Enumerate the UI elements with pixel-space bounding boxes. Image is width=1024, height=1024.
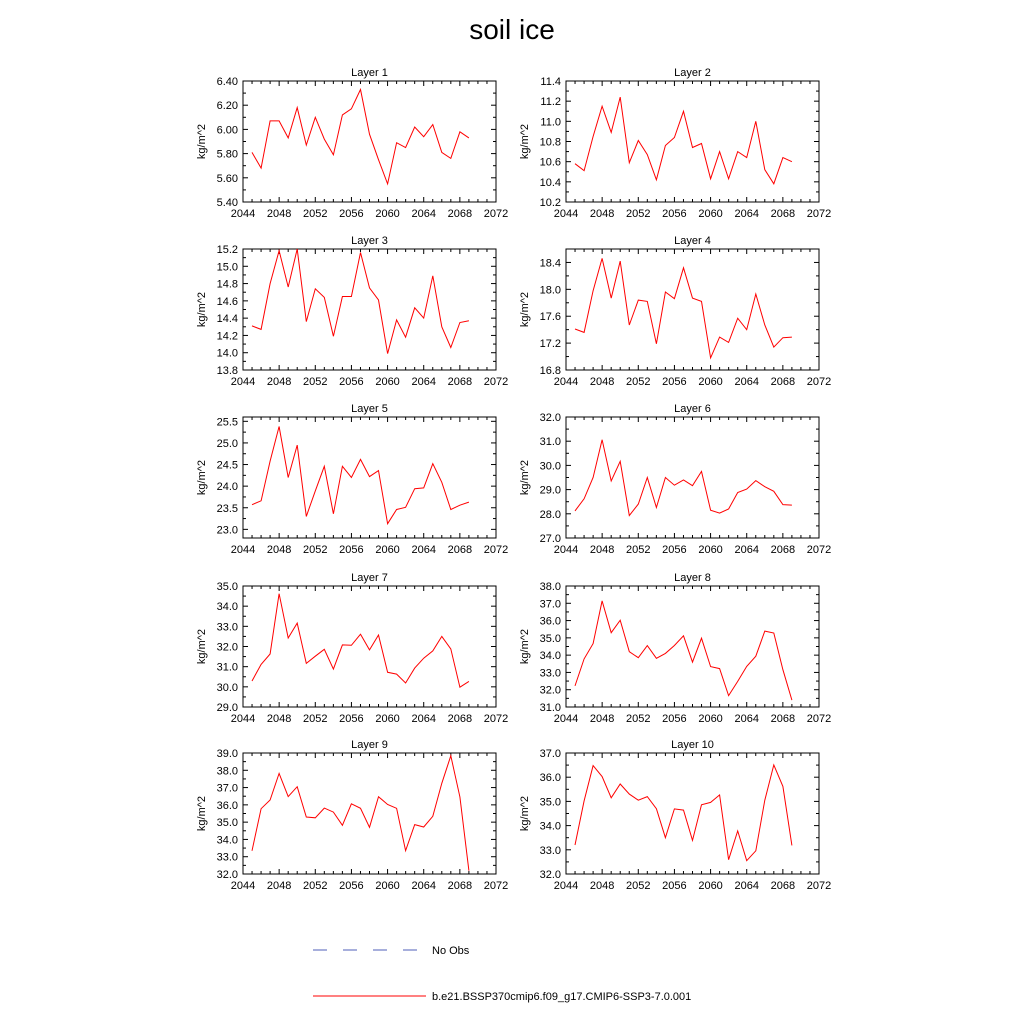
y-tick-label: 29.0 <box>216 702 238 714</box>
y-tick-label: 14.6 <box>216 295 238 308</box>
x-tick-label: 2056 <box>662 713 687 725</box>
x-tick-label: 2060 <box>698 376 723 388</box>
x-tick-label: 2052 <box>303 376 328 388</box>
y-tick-label: 35.0 <box>216 581 238 593</box>
y-tick-label: 36.0 <box>539 772 561 785</box>
y-axis-label: kg/m^2 <box>196 628 208 665</box>
y-axis-label: kg/m^2 <box>196 795 208 832</box>
x-tick-label: 2072 <box>806 208 832 220</box>
chart-panel-9 <box>196 739 508 892</box>
x-tick-label: 2056 <box>339 713 364 725</box>
x-tick-label: 2052 <box>626 880 651 892</box>
x-tick-label: 2056 <box>339 376 364 388</box>
x-tick-label: 2060 <box>375 880 400 892</box>
y-tick-label: 37.0 <box>216 782 238 795</box>
x-tick-label: 2068 <box>447 544 473 556</box>
y-tick-label: 14.8 <box>216 278 238 291</box>
panel-title: Layer 10 <box>671 739 714 751</box>
y-tick-label: 32.0 <box>539 684 561 697</box>
x-tick-label: 2060 <box>375 208 400 220</box>
x-tick-label: 2060 <box>375 544 400 556</box>
x-tick-label: 2048 <box>589 880 615 892</box>
panel-title: Layer 9 <box>351 739 388 751</box>
x-tick-label: 2048 <box>589 208 615 220</box>
y-tick-label: 17.2 <box>539 338 561 351</box>
y-tick-label: 15.0 <box>216 261 238 274</box>
y-tick-label: 10.6 <box>539 156 561 169</box>
x-tick-label: 2068 <box>447 208 473 220</box>
y-tick-label: 34.0 <box>216 601 238 614</box>
y-tick-label: 37.0 <box>539 748 561 760</box>
y-tick-label: 30.0 <box>216 681 238 694</box>
panel-title: Layer 3 <box>351 235 388 247</box>
x-tick-label: 2072 <box>483 713 509 725</box>
y-tick-label: 38.0 <box>539 581 561 593</box>
x-tick-label: 2068 <box>770 208 796 220</box>
x-tick-label: 2056 <box>662 376 687 388</box>
x-tick-label: 2064 <box>411 376 436 388</box>
x-tick-label: 2052 <box>626 376 651 388</box>
x-tick-label: 2044 <box>230 713 256 725</box>
x-tick-label: 2068 <box>447 880 473 892</box>
y-tick-label: 32.0 <box>539 869 561 881</box>
x-tick-label: 2044 <box>553 544 579 556</box>
chart-panel-5 <box>196 403 508 556</box>
y-tick-label: 5.40 <box>216 197 238 209</box>
y-tick-label: 35.0 <box>216 817 238 830</box>
y-tick-label: 31.0 <box>539 436 561 449</box>
x-tick-label: 2044 <box>553 376 579 388</box>
y-tick-label: 23.5 <box>216 502 238 515</box>
x-tick-label: 2052 <box>303 713 328 725</box>
series-line <box>575 258 792 358</box>
plot-frame <box>566 81 819 202</box>
page-title: soil ice <box>469 14 555 45</box>
x-tick-label: 2060 <box>375 376 400 388</box>
y-tick-label: 36.0 <box>216 799 238 812</box>
y-tick-label: 38.0 <box>216 765 238 778</box>
x-tick-label: 2048 <box>589 713 615 725</box>
x-tick-label: 2044 <box>553 880 579 892</box>
panel-title: Layer 5 <box>351 403 388 415</box>
y-tick-label: 35.0 <box>539 796 561 809</box>
y-tick-label: 10.4 <box>539 176 561 189</box>
x-tick-label: 2044 <box>230 208 256 220</box>
y-tick-label: 32.0 <box>539 412 561 424</box>
chart-panel-1 <box>196 67 508 220</box>
plot-frame <box>243 753 496 874</box>
y-tick-label: 6.00 <box>216 124 238 137</box>
y-tick-label: 34.0 <box>539 820 561 833</box>
y-tick-label: 13.8 <box>216 365 238 377</box>
y-tick-label: 11.0 <box>540 116 561 129</box>
series-line <box>575 97 792 184</box>
legend <box>313 945 691 1003</box>
y-tick-label: 10.8 <box>539 136 561 149</box>
x-tick-label: 2072 <box>483 880 509 892</box>
series-line <box>575 765 792 861</box>
panel-title: Layer 7 <box>351 572 388 584</box>
x-tick-label: 2052 <box>303 544 328 556</box>
y-tick-label: 33.0 <box>216 851 238 864</box>
series-line <box>575 440 792 516</box>
x-tick-label: 2044 <box>230 376 256 388</box>
series-line <box>252 90 469 184</box>
x-tick-label: 2064 <box>734 544 759 556</box>
x-tick-label: 2044 <box>230 544 256 556</box>
series-line <box>252 427 469 524</box>
x-tick-label: 2048 <box>266 544 292 556</box>
x-tick-label: 2064 <box>411 880 436 892</box>
x-tick-label: 2060 <box>698 544 723 556</box>
panel-title: Layer 6 <box>674 403 711 415</box>
x-tick-label: 2060 <box>698 880 723 892</box>
y-tick-label: 23.0 <box>216 524 238 537</box>
y-tick-label: 25.0 <box>216 437 238 450</box>
y-tick-label: 14.2 <box>216 330 238 343</box>
legend-series-label: b.e21.BSSP370cmip6.f09_g17.CMIP6-SSP3-7.0.001 <box>432 991 692 1003</box>
x-tick-label: 2064 <box>734 208 759 220</box>
y-tick-label: 11.2 <box>540 96 561 109</box>
plot-frame <box>566 417 819 538</box>
y-tick-label: 24.0 <box>216 481 238 494</box>
y-tick-label: 33.0 <box>216 621 238 634</box>
y-tick-label: 34.0 <box>216 834 238 847</box>
x-tick-label: 2048 <box>266 880 292 892</box>
panel-title: Layer 2 <box>674 67 711 79</box>
y-tick-label: 39.0 <box>216 748 238 760</box>
x-tick-label: 2048 <box>266 713 292 725</box>
y-tick-label: 29.0 <box>539 484 561 497</box>
y-tick-label: 32.0 <box>216 869 238 881</box>
y-tick-label: 14.4 <box>216 313 238 326</box>
panel-title: Layer 1 <box>351 67 388 79</box>
x-tick-label: 2072 <box>483 544 509 556</box>
x-tick-label: 2048 <box>266 208 292 220</box>
plot-frame <box>243 249 496 370</box>
x-tick-label: 2072 <box>806 544 832 556</box>
y-tick-label: 33.0 <box>539 844 561 857</box>
y-axis-label: kg/m^2 <box>196 291 208 328</box>
series-line <box>575 601 792 700</box>
x-tick-label: 2052 <box>626 544 651 556</box>
x-tick-label: 2064 <box>734 376 759 388</box>
y-axis-label: kg/m^2 <box>519 123 531 160</box>
legend-obs-label: No Obs <box>432 945 470 957</box>
y-tick-label: 10.2 <box>539 197 561 209</box>
y-tick-label: 11.4 <box>540 76 561 88</box>
y-tick-label: 5.80 <box>216 148 238 161</box>
x-tick-label: 2072 <box>806 376 832 388</box>
y-tick-label: 31.0 <box>539 702 561 714</box>
plot-frame <box>566 586 819 707</box>
x-tick-label: 2072 <box>483 376 509 388</box>
x-tick-label: 2068 <box>770 880 796 892</box>
chart-panel-10 <box>519 739 831 892</box>
y-tick-label: 34.0 <box>539 650 561 663</box>
y-tick-label: 16.8 <box>539 365 561 377</box>
x-tick-label: 2044 <box>553 208 579 220</box>
x-tick-label: 2052 <box>626 713 651 725</box>
y-tick-label: 37.0 <box>539 598 561 611</box>
x-tick-label: 2048 <box>266 376 292 388</box>
x-tick-label: 2044 <box>553 713 579 725</box>
y-tick-label: 6.20 <box>216 100 238 113</box>
y-tick-label: 18.0 <box>539 284 561 297</box>
x-tick-label: 2064 <box>411 544 436 556</box>
y-tick-label: 5.60 <box>216 172 238 185</box>
y-tick-label: 32.0 <box>216 641 238 654</box>
panel-title: Layer 4 <box>674 235 711 247</box>
x-tick-label: 2064 <box>734 880 759 892</box>
x-tick-label: 2056 <box>339 208 364 220</box>
chart-panel-3 <box>196 235 508 388</box>
plot-frame <box>566 753 819 874</box>
x-tick-label: 2060 <box>698 208 723 220</box>
y-tick-label: 24.5 <box>216 459 238 472</box>
x-tick-label: 2056 <box>662 208 687 220</box>
x-tick-label: 2072 <box>806 713 832 725</box>
y-tick-label: 28.0 <box>539 508 561 521</box>
x-tick-label: 2068 <box>770 713 796 725</box>
y-axis-label: kg/m^2 <box>196 123 208 160</box>
x-tick-label: 2052 <box>303 208 328 220</box>
x-tick-label: 2052 <box>626 208 651 220</box>
x-tick-label: 2044 <box>230 880 256 892</box>
plot-frame <box>243 81 496 202</box>
x-tick-label: 2056 <box>339 880 364 892</box>
y-tick-label: 6.40 <box>216 76 238 88</box>
y-tick-label: 25.5 <box>216 416 238 429</box>
x-tick-label: 2064 <box>411 713 436 725</box>
y-tick-label: 15.2 <box>216 244 238 256</box>
chart-panel-4 <box>519 235 831 388</box>
x-tick-label: 2056 <box>662 880 687 892</box>
x-tick-label: 2064 <box>411 208 436 220</box>
y-tick-label: 35.0 <box>539 632 561 645</box>
y-tick-label: 36.0 <box>539 615 561 628</box>
y-axis-label: kg/m^2 <box>519 628 531 665</box>
y-tick-label: 30.0 <box>539 460 561 473</box>
x-tick-label: 2060 <box>698 713 723 725</box>
x-tick-label: 2060 <box>375 713 400 725</box>
y-axis-label: kg/m^2 <box>196 459 208 496</box>
y-tick-label: 17.6 <box>539 311 561 324</box>
chart-panel-7 <box>196 572 508 725</box>
x-tick-label: 2072 <box>806 880 832 892</box>
x-tick-label: 2056 <box>339 544 364 556</box>
x-tick-label: 2048 <box>589 376 615 388</box>
x-tick-label: 2052 <box>303 880 328 892</box>
y-tick-label: 31.0 <box>216 661 238 674</box>
y-tick-label: 14.0 <box>216 347 238 360</box>
chart-panel-6 <box>519 403 831 556</box>
chart-panel-2 <box>519 67 831 220</box>
x-tick-label: 2068 <box>770 544 796 556</box>
y-tick-label: 27.0 <box>539 533 561 545</box>
series-line <box>252 756 469 871</box>
y-axis-label: kg/m^2 <box>519 795 531 832</box>
y-axis-label: kg/m^2 <box>519 291 531 328</box>
y-tick-label: 33.0 <box>539 667 561 680</box>
chart-panel-8 <box>519 572 831 725</box>
series-line <box>252 594 469 688</box>
x-tick-label: 2048 <box>589 544 615 556</box>
y-axis-label: kg/m^2 <box>519 459 531 496</box>
x-tick-label: 2068 <box>447 376 473 388</box>
y-tick-label: 18.4 <box>539 257 561 270</box>
panel-title: Layer 8 <box>674 572 711 584</box>
series-line <box>252 249 469 354</box>
x-tick-label: 2056 <box>662 544 687 556</box>
x-tick-label: 2064 <box>734 713 759 725</box>
x-tick-label: 2068 <box>770 376 796 388</box>
x-tick-label: 2068 <box>447 713 473 725</box>
x-tick-label: 2072 <box>483 208 509 220</box>
